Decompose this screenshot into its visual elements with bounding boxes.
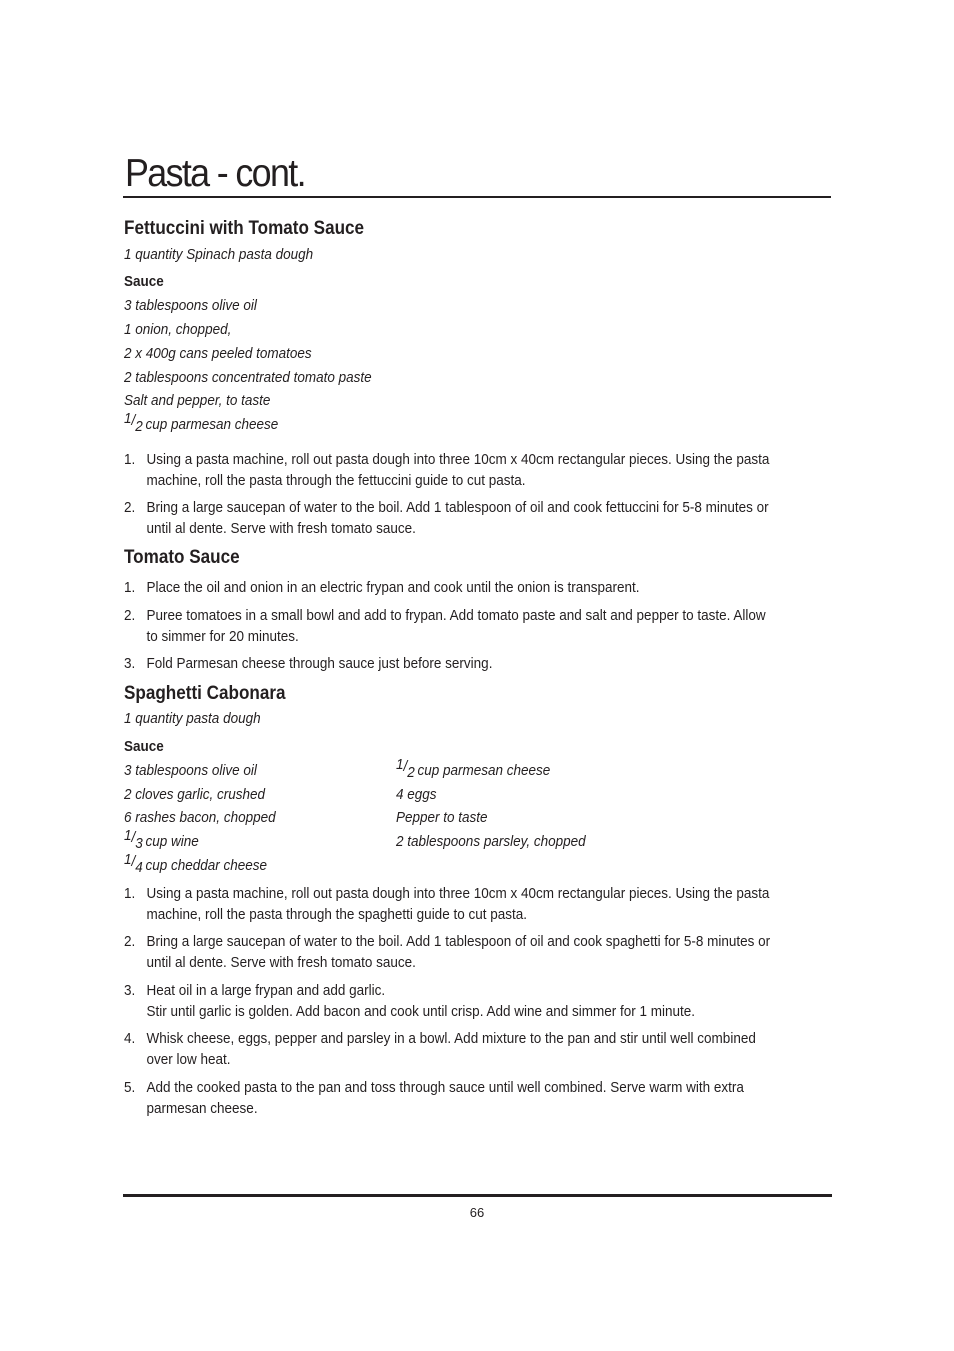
dough-ingredient: 1 quantity Spinach pasta dough — [124, 246, 314, 263]
ingredient-item: 2 x 400g cans peeled tomatoes — [124, 345, 312, 362]
step-number: 2. — [124, 933, 136, 950]
step-text: Using a pasta machine, roll out pasta dough into three 10cm x 40cm rectangular pieces. Using the pasta machine, roll the pasta through the fettuccini guide to cut pasta. — [146, 451, 770, 489]
step-number: 1. — [124, 885, 136, 902]
recipe-heading-fettuccini: Fettuccini with Tomato Sauce — [124, 218, 365, 239]
ingredient-item-fraction: $^1/_2$ cup parmesan cheese — [396, 756, 551, 781]
ingredient-item: Pepper to taste — [396, 809, 488, 826]
ingredient-item: Salt and pepper, to taste — [124, 392, 271, 409]
method-step — [124, 1029, 772, 1070]
ingredient-item-fraction: $^1/_2$ cup parmesan cheese — [124, 410, 279, 435]
ingredient-item: 3 tablespoons olive oil — [124, 762, 257, 779]
ingredient-item: 3 tablespoons olive oil — [124, 297, 257, 314]
recipe-heading-spaghetti: Spaghetti Cabonara — [124, 683, 286, 704]
page-title: Pasta - cont. — [125, 152, 305, 195]
step-text: Place the oil and onion in an electric frypan and cook until the onion is transparent. — [146, 579, 640, 596]
ingredient-text: cup cheddar cheese — [145, 857, 268, 874]
fraction-numerator: 1 — [124, 827, 132, 844]
step-text: Puree tomatoes in a small bowl and add to frypan. Add tomato paste and salt and pepper to taste. Allow to simmer for 20 minutes. — [146, 607, 766, 645]
method-step — [124, 578, 772, 599]
fraction-denominator: 2 — [135, 418, 143, 435]
fraction-numerator: 1 — [396, 756, 404, 773]
step-number: 1. — [124, 579, 136, 596]
step-text-line: Stir until garlic is golden. Add bacon and cook until crisp. Add wine and simmer for 1 minute. — [146, 1002, 696, 1020]
ingredient-text: cup parmesan cheese — [417, 762, 551, 779]
ingredient-text: cup parmesan cheese — [145, 416, 279, 433]
step-number: 4. — [124, 1030, 136, 1047]
method-step — [124, 654, 772, 675]
method-step — [124, 884, 772, 925]
step-text-line: Heat oil in a large frypan and add garlic. — [146, 982, 386, 999]
ingredient-item: 1 onion, chopped, — [124, 321, 232, 338]
step-number: 2. — [124, 607, 136, 624]
ingredient-item-fraction: $^1/_3$ cup wine — [124, 827, 199, 852]
step-text — [124, 981, 772, 1022]
fraction-numerator: 1 — [124, 410, 132, 427]
method-step — [124, 498, 772, 539]
ingredient-item-fraction: $^1/_4$ cup cheddar cheese — [124, 851, 268, 876]
step-text: Bring a large saucepan of water to the boil. Add 1 tablespoon of oil and cook spaghetti for 5-8 minutes or until al dente. Serve with fresh tomato sauce. — [146, 933, 771, 971]
fraction-denominator: 4 — [135, 859, 143, 876]
ingredient-item: 6 rashes bacon, chopped — [124, 809, 276, 826]
step-text: Add the cooked pasta to the pan and toss through sauce until well combined. Serve warm with extra parmesan cheese. — [146, 1079, 744, 1117]
recipe-heading-tomato-sauce: Tomato Sauce — [124, 547, 240, 568]
method-step — [124, 606, 772, 647]
step-number: 1. — [124, 451, 136, 468]
method-step — [124, 450, 772, 491]
ingredient-item: 2 cloves garlic, crushed — [124, 786, 266, 803]
method-step — [124, 1078, 772, 1119]
step-text: Using a pasta machine, roll out pasta dough into three 10cm x 40cm rectangular pieces. Using the pasta machine, roll the pasta through the spaghetti guide to cut pasta. — [146, 885, 770, 923]
method-step — [124, 981, 772, 1022]
step-text: Whisk cheese, eggs, pepper and parsley in a bowl. Add mixture to the pan and stir until well combined over low heat. — [146, 1030, 756, 1068]
step-number: 3. — [124, 982, 136, 999]
step-number: 5. — [124, 1079, 136, 1096]
dough-ingredient: 1 quantity pasta dough — [124, 710, 261, 727]
fraction-denominator: 3 — [135, 835, 143, 852]
page-number: 66 — [469, 1205, 485, 1220]
ingredient-item: 2 tablespoons parsley, chopped — [396, 833, 586, 850]
ingredient-item: 2 tablespoons concentrated tomato paste — [124, 369, 372, 386]
step-number: 3. — [124, 655, 136, 672]
ingredient-text: cup wine — [145, 833, 199, 850]
sauce-label: Sauce — [124, 273, 164, 290]
footer-rule — [123, 1194, 832, 1197]
method-step — [124, 932, 772, 973]
title-rule — [123, 196, 831, 198]
sauce-label: Sauce — [124, 738, 164, 755]
fraction-numerator: 1 — [124, 851, 132, 868]
fraction-denominator: 2 — [407, 764, 415, 781]
ingredient-item: 4 eggs — [396, 786, 437, 803]
step-text: Bring a large saucepan of water to the boil. Add 1 tablespoon of oil and cook fettuccini for 5-8 minutes or until al dente. Serve with fresh tomato sauce. — [146, 499, 769, 537]
step-text: Fold Parmesan cheese through sauce just before serving. — [146, 655, 493, 672]
step-number: 2. — [124, 499, 136, 516]
